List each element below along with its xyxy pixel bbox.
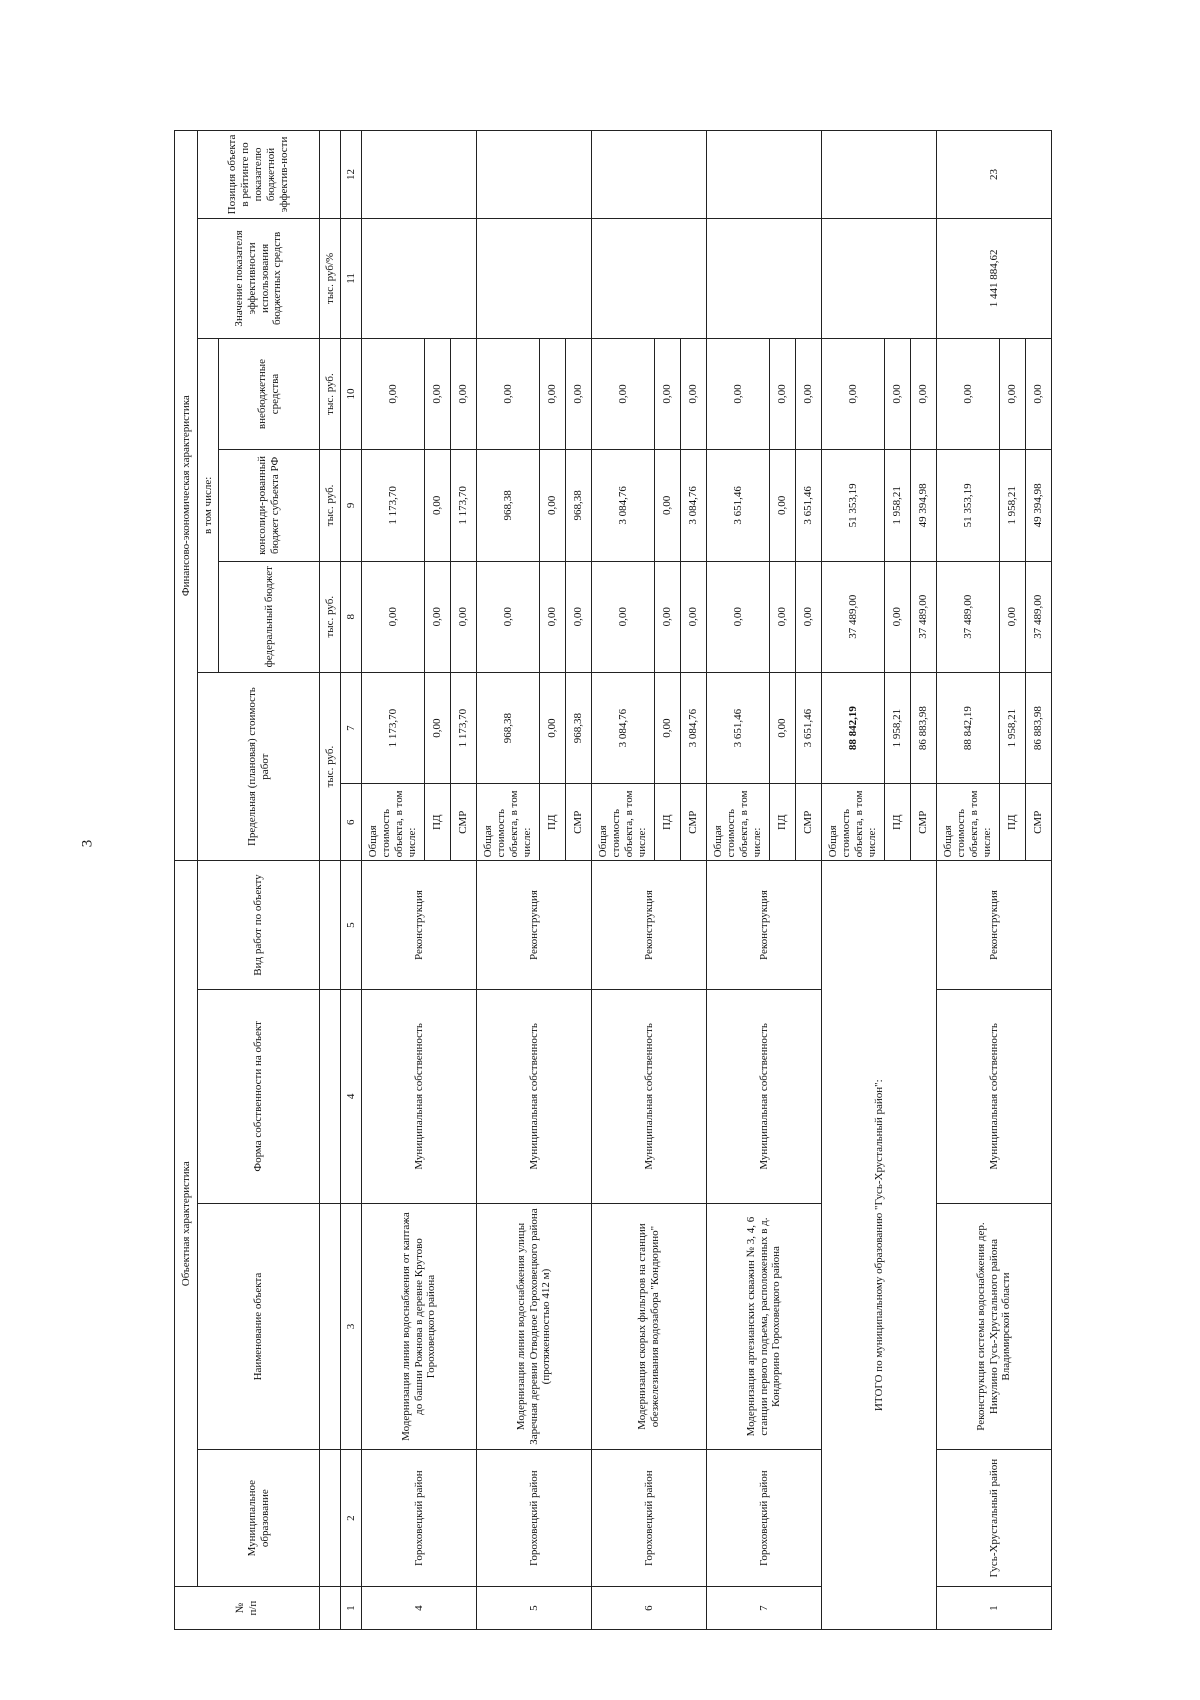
total-label: Общая стоимость объекта, в том числе: <box>707 784 770 861</box>
itogo-efficiency <box>822 218 937 338</box>
object-row <box>592 131 655 1630</box>
total-row <box>822 131 885 1630</box>
extra-value: 0,00 <box>451 338 477 449</box>
federal-value: 0,00 <box>707 561 770 672</box>
header-object-group: Объектная характеристика <box>175 861 198 1587</box>
regional-value: 968,38 <box>477 450 540 561</box>
unit-extra: тыс. руб. <box>320 338 341 449</box>
federal-value: 0,00 <box>655 561 681 672</box>
extra-value: 0,00 <box>477 338 540 449</box>
row-object-name: Реконструкция системы водоснабжения дер. Никулино Гусь-Хрустального района Владимирской области <box>937 1203 1052 1449</box>
extra-value: 0,00 <box>770 338 796 449</box>
extra-value: 0,00 <box>681 338 707 449</box>
row-number: 5 <box>477 1587 592 1630</box>
header-extra: внебюджетные средства <box>219 338 320 449</box>
rotated-table-wrapper <box>174 130 1100 1630</box>
federal-value: 37 489,00 <box>1026 561 1052 672</box>
row-work-type: Реконструкция <box>707 861 822 989</box>
extra-value: 0,00 <box>540 338 566 449</box>
row-municipality: Гусь-Хрустальный район <box>937 1450 1052 1587</box>
row-efficiency <box>362 218 477 338</box>
regional-value: 1 173,70 <box>362 450 425 561</box>
extra-value: 0,00 <box>592 338 655 449</box>
row-rank: 23 <box>937 131 1052 219</box>
extra-value: 0,00 <box>796 338 822 449</box>
header-efficiency: Значение показателя эффективности использования бюджетных средств <box>198 218 320 338</box>
federal-value: 0,00 <box>566 561 592 672</box>
total-label: Общая стоимость объекта, в том числе: <box>362 784 425 861</box>
regional-value: 49 394,98 <box>1026 450 1052 561</box>
total-label: Общая стоимость объекта, в том числе: <box>477 784 540 861</box>
federal-value: 0,00 <box>592 561 655 672</box>
cost-value: 1 958,21 <box>1000 672 1026 783</box>
regional-value: 1 173,70 <box>451 450 477 561</box>
header-municipality: Муниципальное образование <box>198 1450 320 1587</box>
row-municipality: Гороховецкий район <box>592 1450 707 1587</box>
federal-value: 0,00 <box>885 561 911 672</box>
pd-label: ПД <box>1000 784 1026 861</box>
cost-value: 968,38 <box>566 672 592 783</box>
federal-value: 0,00 <box>540 561 566 672</box>
col-number: 10 <box>341 338 362 449</box>
row-object-name: Модернизация скорых фильтров на станции обезжелезивания водозабора "Кондюрино" <box>592 1203 707 1449</box>
cost-value: 3 651,46 <box>796 672 822 783</box>
header-regional: консолиди-рованный бюджет субъекта РФ <box>219 450 320 561</box>
cost-value: 1 173,70 <box>362 672 425 783</box>
federal-value: 0,00 <box>796 561 822 672</box>
unit-cost: тыс. руб. <box>320 672 341 860</box>
unit-regional: тыс. руб. <box>320 450 341 561</box>
cost-value: 0,00 <box>770 672 796 783</box>
cost-value: 0,00 <box>655 672 681 783</box>
cost-value: 88 842,19 <box>822 672 885 783</box>
row-number: 4 <box>362 1587 477 1630</box>
header-fin-group: Финансово-экономическая характеристика <box>175 131 198 861</box>
row-number: 7 <box>707 1587 822 1630</box>
row-object-name: Модернизация линии водоснабжения от каптажа до башни Рожнова в деревне Крутово Гороховецкого района <box>362 1203 477 1449</box>
extra-value: 0,00 <box>566 338 592 449</box>
col-number: 6 <box>341 784 362 861</box>
row-work-type: Реконструкция <box>477 861 592 989</box>
regional-value: 1 958,21 <box>1000 450 1026 561</box>
investment-table <box>174 130 1052 1630</box>
cost-value: 3 084,76 <box>592 672 655 783</box>
row-rank <box>707 131 822 219</box>
col-number: 9 <box>341 450 362 561</box>
smr-label: СМР <box>451 784 477 861</box>
extra-value: 0,00 <box>1026 338 1052 449</box>
object-row <box>362 131 425 1630</box>
row-ownership: Муниципальная собственность <box>707 989 822 1203</box>
row-municipality: Гороховецкий район <box>707 1450 822 1587</box>
row-efficiency <box>707 218 822 338</box>
regional-value: 0,00 <box>425 450 451 561</box>
cost-value: 86 883,98 <box>911 672 937 783</box>
row-municipality: Гороховецкий район <box>477 1450 592 1587</box>
smr-label: СМР <box>681 784 707 861</box>
extra-value: 0,00 <box>885 338 911 449</box>
regional-value: 1 958,21 <box>885 450 911 561</box>
extra-value: 0,00 <box>1000 338 1026 449</box>
federal-value: 0,00 <box>770 561 796 672</box>
header-work-type: Вид работ по объекту <box>198 861 320 989</box>
row-rank <box>477 131 592 219</box>
regional-value: 3 084,76 <box>592 450 655 561</box>
regional-value: 3 651,46 <box>707 450 770 561</box>
smr-label: СМР <box>566 784 592 861</box>
federal-value: 0,00 <box>1000 561 1026 672</box>
extra-value: 0,00 <box>707 338 770 449</box>
federal-value: 0,00 <box>681 561 707 672</box>
federal-value: 37 489,00 <box>822 561 885 672</box>
col-number: 4 <box>341 989 362 1203</box>
row-object-name: Модернизация артезианских скважин № 3, 4, 6 станции первого подъема, расположенных в д. Кондюрино Гороховецкого района <box>707 1203 822 1449</box>
col-number: 11 <box>341 218 362 338</box>
pd-label: ПД <box>885 784 911 861</box>
cost-value: 3 084,76 <box>681 672 707 783</box>
cost-value: 968,38 <box>477 672 540 783</box>
row-ownership: Муниципальная собственность <box>362 989 477 1203</box>
object-row <box>707 131 770 1630</box>
smr-label: СМР <box>911 784 937 861</box>
col-number: 5 <box>341 861 362 989</box>
object-row <box>937 131 1000 1630</box>
row-work-type: Реконструкция <box>592 861 707 989</box>
regional-value: 968,38 <box>566 450 592 561</box>
regional-value: 0,00 <box>770 450 796 561</box>
header-incl: в том числе: <box>198 338 219 672</box>
federal-value: 0,00 <box>451 561 477 672</box>
col-number: 2 <box>341 1450 362 1587</box>
federal-value: 0,00 <box>425 561 451 672</box>
unit-efficiency: тыс. руб/% <box>320 218 341 338</box>
object-row <box>477 131 540 1630</box>
col-number: 3 <box>341 1203 362 1449</box>
federal-value: 37 489,00 <box>911 561 937 672</box>
total-label: Общая стоимость объекта, в том числе: <box>592 784 655 861</box>
header-cost: Предельная (плановая) стоимость работ <box>198 672 320 860</box>
row-ownership: Муниципальная собственность <box>477 989 592 1203</box>
cost-value: 1 173,70 <box>451 672 477 783</box>
col-number: 12 <box>341 131 362 219</box>
header-federal: федеральный бюджет <box>219 561 320 672</box>
row-efficiency <box>477 218 592 338</box>
smr-label: СМР <box>796 784 822 861</box>
federal-value: 37 489,00 <box>937 561 1000 672</box>
regional-value: 0,00 <box>655 450 681 561</box>
page-number: 3 <box>79 839 96 848</box>
regional-value: 0,00 <box>540 450 566 561</box>
row-ownership: Муниципальная собственность <box>937 989 1052 1203</box>
unit-federal: тыс. руб. <box>320 561 341 672</box>
extra-value: 0,00 <box>362 338 425 449</box>
extra-value: 0,00 <box>911 338 937 449</box>
federal-value: 0,00 <box>362 561 425 672</box>
row-work-type: Реконструкция <box>362 861 477 989</box>
cost-value: 88 842,19 <box>937 672 1000 783</box>
row-efficiency <box>592 218 707 338</box>
col-number: 1 <box>341 1587 362 1630</box>
regional-value: 51 353,19 <box>937 450 1000 561</box>
header-num: № п/п <box>175 1587 320 1630</box>
pd-label: ПД <box>540 784 566 861</box>
regional-value: 3 084,76 <box>681 450 707 561</box>
row-municipality: Гороховецкий район <box>362 1450 477 1587</box>
header-ownership: Форма собственности на объект <box>198 989 320 1203</box>
row-ownership: Муниципальная собственность <box>592 989 707 1203</box>
regional-value: 49 394,98 <box>911 450 937 561</box>
extra-value: 0,00 <box>425 338 451 449</box>
row-object-name: Модернизация линии водоснабжения улицы Заречная деревни Отводное Гороховецкого района (протяженностью 412 м) <box>477 1203 592 1449</box>
regional-value: 3 651,46 <box>796 450 822 561</box>
row-rank <box>362 131 477 219</box>
cost-value: 0,00 <box>540 672 566 783</box>
smr-label: СМР <box>1026 784 1052 861</box>
row-number: 6 <box>592 1587 707 1630</box>
row-work-type: Реконструкция <box>937 861 1052 989</box>
row-rank <box>592 131 707 219</box>
header-rank: Позиция объекта в рейтинге по показателю бюджетной эффектив-ности <box>198 131 320 219</box>
itogo-label: ИТОГО по муниципальному образованию "Гусь-Хрустальный район": <box>822 861 937 1630</box>
row-efficiency: 1 441 884,62 <box>937 218 1052 338</box>
pd-label: ПД <box>425 784 451 861</box>
extra-value: 0,00 <box>655 338 681 449</box>
row-number: 1 <box>937 1587 1052 1630</box>
cost-value: 0,00 <box>425 672 451 783</box>
pd-label: ПД <box>655 784 681 861</box>
extra-value: 0,00 <box>937 338 1000 449</box>
total-label: Общая стоимость объекта, в том числе: <box>822 784 885 861</box>
total-label: Общая стоимость объекта, в том числе: <box>937 784 1000 861</box>
cost-value: 86 883,98 <box>1026 672 1052 783</box>
regional-value: 51 353,19 <box>822 450 885 561</box>
col-number: 7 <box>341 672 362 783</box>
pd-label: ПД <box>770 784 796 861</box>
extra-value: 0,00 <box>822 338 885 449</box>
itogo-rank <box>822 131 937 219</box>
cost-value: 3 651,46 <box>707 672 770 783</box>
header-name: Наименование объекта <box>198 1203 320 1449</box>
federal-value: 0,00 <box>477 561 540 672</box>
col-number: 8 <box>341 561 362 672</box>
cost-value: 1 958,21 <box>885 672 911 783</box>
